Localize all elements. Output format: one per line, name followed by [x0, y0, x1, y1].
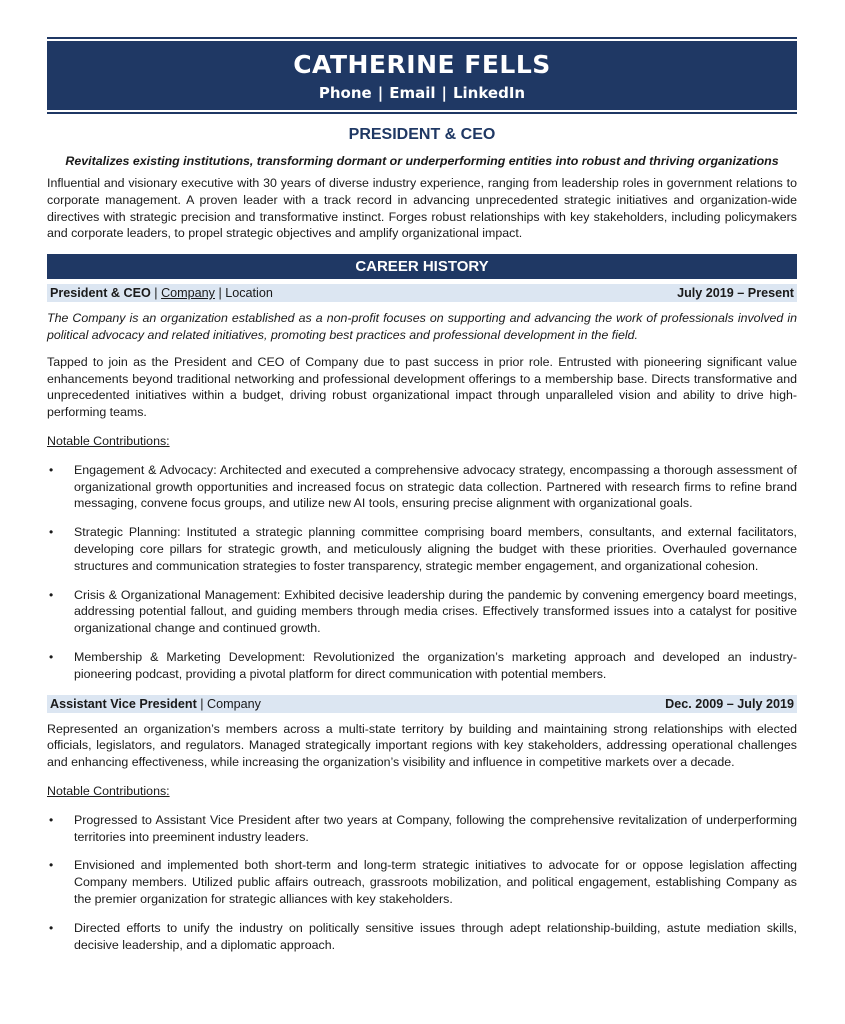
bullet-icon: •: [49, 812, 54, 827]
phone-link[interactable]: Phone: [318, 84, 372, 102]
list-item: • Engagement & Advocacy: Architected and executed a comprehensive advocacy strategy, encompassing a thorough assessment of organizational growth opportunities and increased focus on strategic data collection. Partnered with research firms to refine brand messaging, convene focus groups, and utilize new AI tools, ensuring precise alignment with organizational goals.: [49, 462, 797, 511]
list-item: • Envisioned and implemented both short-term and long-term strategic initiatives to advocate for or oppose legislation affecting Company members. Utilized public affairs outreach, grassroots mobilization, and political engagement, establishing Company as the premier organization for strategic alliances with key stakeholders.: [49, 858, 797, 906]
bullet-icon: •: [49, 649, 54, 664]
job-location: Location: [225, 286, 273, 301]
job-summary: Represented an organization’s members across a multi-state territory by building and maintaining strong relationships with elected officials, legislators, and regulators. Managed strategically important regions with key stakeholders, addressing operational challenges and enhancing effectiveness, while increasing the organization’s visibility and influence in competitive markets over a decade.: [47, 721, 797, 770]
contact-separator: |: [377, 84, 384, 102]
job-dates: Dec. 2009 – July 2019: [665, 696, 794, 711]
header-top-rule: [47, 37, 797, 39]
profile-summary: Influential and visionary executive with 30 years of diverse industry experience, ranging from leadership roles in government relations to corporate management. A proven leader with a track record in advancing unprecedented strategic initiatives and organization-wide directives with strategic precision and transformative instinct. Forges robust relationships with key stakeholders, including policymakers and corporate leaders, to propel strategic objectives and amplify organizational impact.: [47, 176, 797, 241]
candidate-name: CATHERINE FELLS: [293, 50, 551, 79]
company-description: The Company is an organization established as a non-profit focuses on supporting and advancing the work of professionals involved in political advocacy and related initiatives, promoting best practices and professional development in the field.: [47, 311, 797, 342]
job-title: Assistant Vice President: [50, 696, 197, 711]
job-header-left: President & CEO | Company | Location: [50, 286, 273, 301]
job-header: [47, 284, 797, 302]
bullet-icon: •: [49, 920, 54, 935]
contributions-list: [47, 462, 797, 683]
header-banner: [47, 41, 797, 110]
contributions-label: Notable Contributions:: [47, 433, 170, 448]
list-item: • Membership & Marketing Development: Revolutionized the organization’s marketing approach and developed an industry-pioneering podcast, providing a pivotal platform for direct communication with potential members.: [49, 649, 797, 681]
profile-tagline: Revitalizes existing institutions, transforming dormant or underperforming entities into robust and thriving organizations: [65, 154, 779, 168]
profile-title: PRESIDENT & CEO: [348, 126, 496, 143]
contributions-label: Notable Contributions:: [47, 783, 170, 798]
list-item: • Crisis & Organizational Management: Exhibited decisive leadership during the pandemic by convening emergency board meetings, addressing potential fallout, and guiding members through media crises. Effectively transformed issues into a catalyst for positive organizational change and continued growth.: [49, 587, 797, 636]
contact-line: [47, 83, 797, 103]
company-link[interactable]: Company: [161, 286, 215, 301]
job-company: Company: [207, 696, 261, 711]
job-header: [47, 695, 797, 713]
bullet-icon: •: [49, 462, 54, 477]
contact-separator: |: [441, 84, 447, 102]
resume-body: [47, 125, 797, 953]
bullet-icon: •: [49, 525, 54, 540]
bullet-icon: •: [49, 587, 54, 602]
list-item: • Progressed to Assistant Vice President after two years at Company, following the comprehensive revitalization of underperforming territories into preeminent industry leaders.: [49, 812, 797, 844]
career-history-heading: CAREER HISTORY: [47, 254, 797, 279]
job-title: President & CEO: [50, 286, 151, 301]
list-item: • Strategic Planning: Instituted a strategic planning committee comprising board members, consultants, and external facilitators, developing core pillars for strategic growth, and meticulously aligning the budget with these priorities. Overhauled governance structures and communication strategies to foster transparency, strategic member engagement, and organizational cohesion.: [49, 525, 797, 573]
linkedin-link[interactable]: LinkedIn: [452, 84, 526, 102]
job-header-left: Assistant Vice President | Company: [50, 696, 261, 711]
list-item: • Directed efforts to unify the industry on politically sensitive issues through adept relationship-building, astute mediation skills, decisive leadership, and a diplomatic approach.: [49, 920, 797, 952]
job-summary: Tapped to join as the President and CEO of Company due to past success in prior role. Entrusted with pioneering significant value enhancements beyond traditional networking and professional development offerings to a membership base. Directs transformative and unprecedented initiatives within a budget, driving robust organizational impact through unparalleled vision and ability to drive high-performing teams.: [47, 354, 797, 420]
bullet-icon: •: [49, 858, 54, 873]
contributions-list: [47, 812, 797, 954]
job-dates: July 2019 – Present: [677, 286, 794, 301]
header-bottom-rule: [47, 112, 797, 114]
email-link[interactable]: Email: [389, 84, 436, 102]
